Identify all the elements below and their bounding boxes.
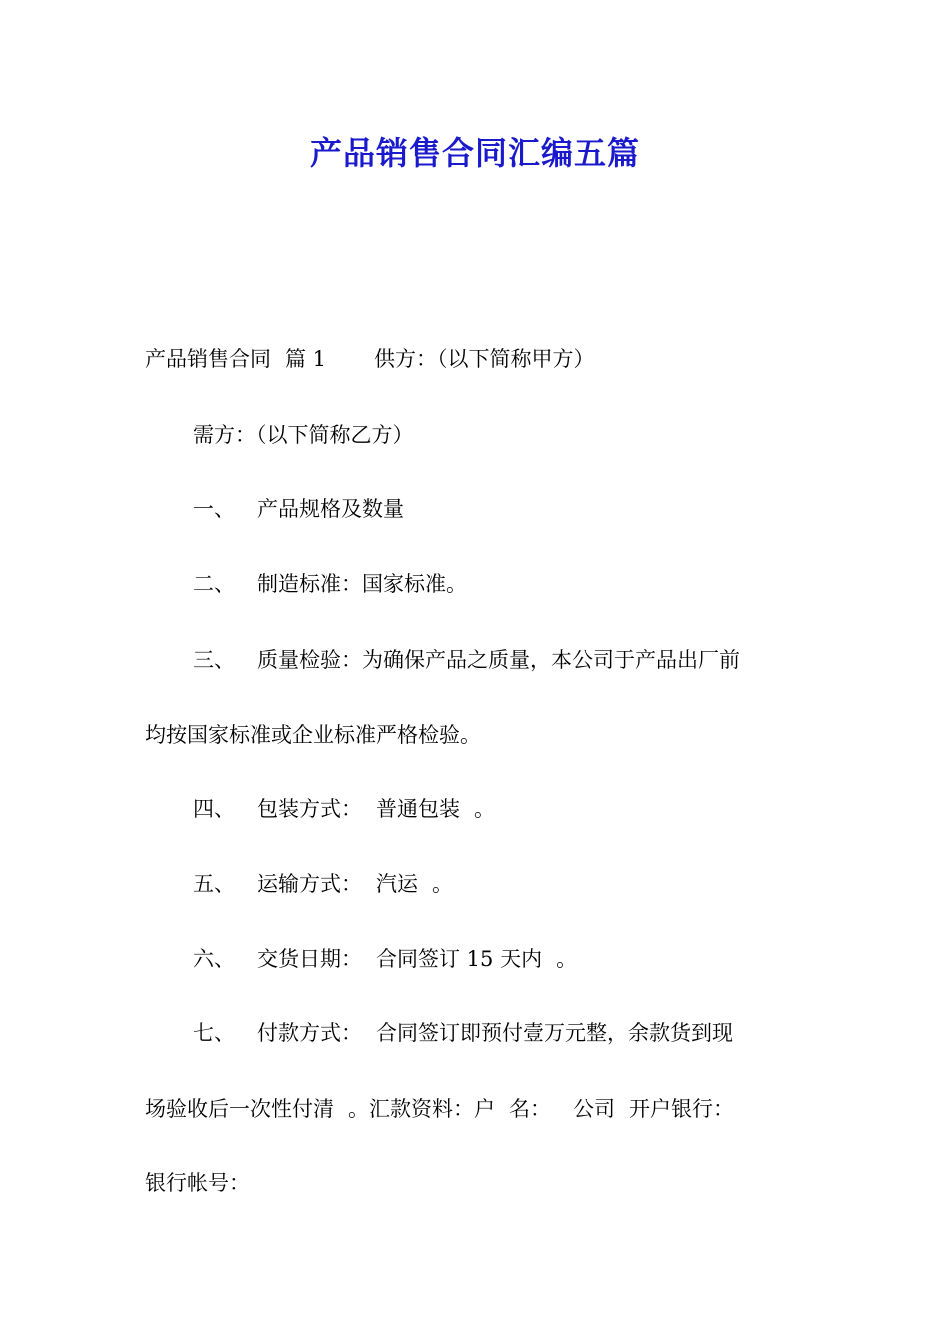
- clause-number: 六、: [193, 947, 235, 971]
- clause-value: 普通包装: [376, 797, 460, 821]
- clause-1: [193, 495, 404, 523]
- clause-end: 。: [556, 947, 578, 971]
- bank-account-line: 银行帐号：: [145, 1171, 250, 1195]
- clause-text: 产品规格及数量: [257, 497, 404, 521]
- document-title: 产品销售合同汇编五篇: [309, 134, 640, 172]
- clause-3: [193, 646, 740, 674]
- contract-name: 产品销售合同: [145, 347, 271, 371]
- clause-label: 运输方式：: [257, 872, 362, 896]
- contract-heading: [145, 345, 595, 373]
- remittance-label: 。汇款资料：户: [348, 1097, 495, 1121]
- clause-7-continuation: [145, 1095, 734, 1123]
- clause-end: 。: [432, 872, 453, 896]
- clause-label: 付款方式：: [257, 1021, 362, 1045]
- supplier-line: 供方：（以下简称甲方）: [374, 347, 595, 371]
- clause-value: 汽运: [376, 872, 418, 896]
- clause-label: 包装方式：: [257, 797, 362, 821]
- clause-6: [193, 945, 577, 973]
- clause-number: 二、: [193, 572, 235, 596]
- buyer-line: 需方：（以下简称乙方）: [193, 423, 414, 447]
- clause-3-continuation: 均按国家标准或企业标准严格检验。: [145, 723, 481, 747]
- clause-number: 三、: [193, 648, 235, 672]
- clause-label: 交货日期：: [257, 947, 362, 971]
- company-field: 公司: [573, 1097, 615, 1121]
- clause-number: 五、: [193, 872, 235, 896]
- clause-value: 合同签订即预付壹万元整，余款货到现: [376, 1021, 733, 1045]
- clause-7: [193, 1019, 733, 1047]
- clause-text: 制造标准：国家标准。: [257, 572, 467, 596]
- clause-number: 一、: [193, 497, 235, 521]
- clause-number: 七、: [193, 1021, 235, 1045]
- clause-value: 合同签订 15 天内: [376, 947, 543, 971]
- clause-5: [193, 870, 453, 898]
- clause-end: 。: [474, 797, 495, 821]
- clause-text: 质量检验：为确保产品之质量，本公司于产品出厂前: [257, 648, 740, 672]
- bank-label: 开户银行：: [629, 1097, 734, 1121]
- payment-terms: 场验收后一次性付清: [145, 1097, 334, 1121]
- account-name-label: 名：: [509, 1097, 551, 1121]
- clause-4: [193, 795, 495, 823]
- clause-number: 四、: [193, 797, 235, 821]
- clause-2: [193, 570, 467, 598]
- contract-part: 篇 1: [285, 347, 327, 371]
